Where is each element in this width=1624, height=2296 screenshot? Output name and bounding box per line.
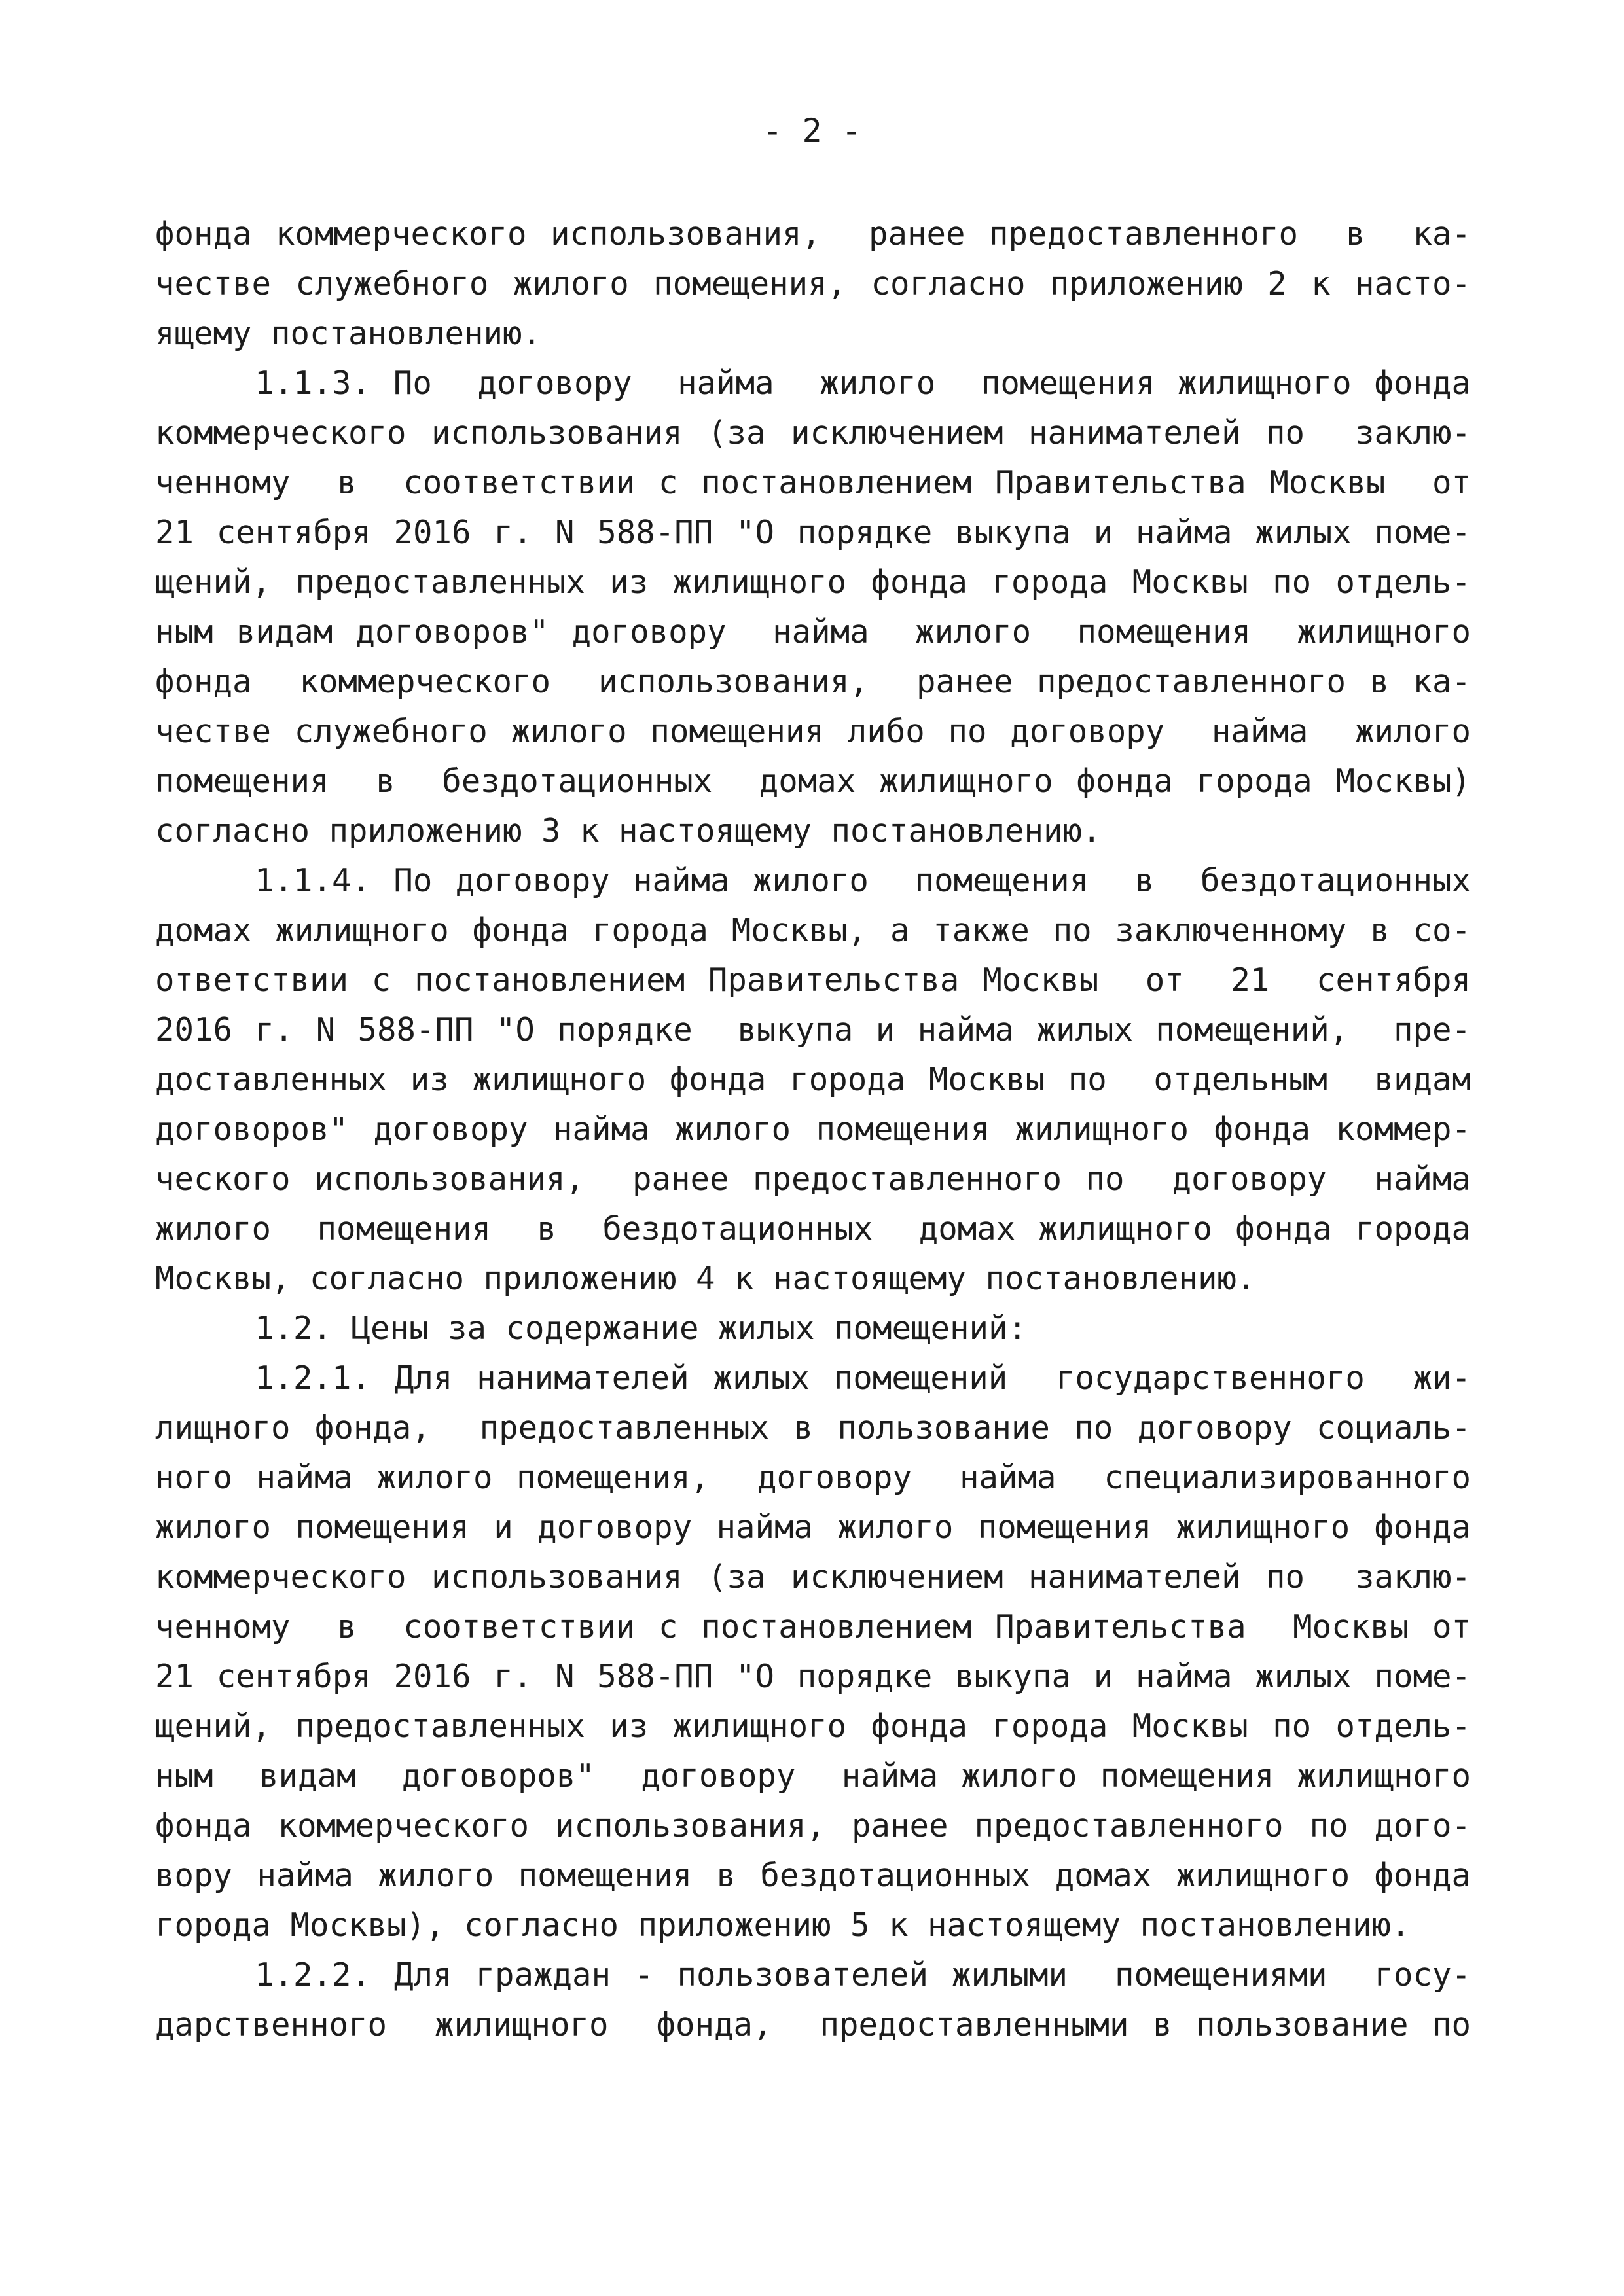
text-line: доставленных из жилищного фонда города Москвы по отдельным видам bbox=[155, 1061, 1471, 1098]
text-line: фонда коммерческого использования, ранее предоставленного в ка- bbox=[155, 663, 1471, 700]
text-line: 1.2.1. Для нанимателей жилых помещений государственного жи- bbox=[255, 1359, 1471, 1397]
text-line: коммерческого использования (за исключением нанимателей по заклю- bbox=[155, 1558, 1471, 1596]
text-line: щений, предоставленных из жилищного фонда города Москвы по отдель- bbox=[155, 564, 1471, 601]
text-line: ченному в соответствии с постановлением Правительства Москвы от bbox=[155, 464, 1471, 501]
text-line: коммерческого использования (за исключением нанимателей по заклю- bbox=[155, 414, 1471, 452]
text-line: жилого помещения и договору найма жилого помещения жилищного фонда bbox=[155, 1509, 1471, 1546]
text-line: ящему постановлению. bbox=[155, 315, 542, 352]
page-number: - 2 - bbox=[763, 112, 861, 150]
text-line: ного найма жилого помещения, договору найма специализированного bbox=[155, 1459, 1471, 1496]
text-line: ческого использования, ранее предоставленного по договору найма bbox=[155, 1160, 1471, 1198]
text-line: дарственного жилищного фонда, предоставленными в пользование по bbox=[155, 2006, 1471, 2043]
text-line: 2016 г. N 588-ПП "О порядке выкупа и найма жилых помещений, пре- bbox=[155, 1011, 1471, 1049]
text-line: ченному в соответствии с постановлением Правительства Москвы от bbox=[155, 1608, 1471, 1645]
text-line: вору найма жилого помещения в бездотационных домах жилищного фонда bbox=[155, 1857, 1471, 1894]
text-line: ным видам договоров" договору найма жилого помещения жилищного bbox=[155, 1757, 1471, 1795]
text-line: 21 сентября 2016 г. N 588-ПП "О порядке выкупа и найма жилых поме- bbox=[155, 1658, 1471, 1695]
text-line: ным видам договоров" договору найма жилого помещения жилищного bbox=[155, 613, 1471, 651]
text-line: помещения в бездотационных домах жилищного фонда города Москвы) bbox=[155, 762, 1471, 800]
text-line: щений, предоставленных из жилищного фонда города Москвы по отдель- bbox=[155, 1708, 1471, 1745]
text-line: договоров" договору найма жилого помещения жилищного фонда коммер- bbox=[155, 1111, 1471, 1148]
text-line: 1.2.2. Для граждан - пользователей жилыми помещениями госу- bbox=[255, 1956, 1471, 1994]
text-line: Москвы, согласно приложению 4 к настоящему постановлению. bbox=[155, 1260, 1256, 1297]
text-line: фонда коммерческого использования, ранее предоставленного в ка- bbox=[155, 215, 1471, 253]
text-line: согласно приложению 3 к настоящему постановлению. bbox=[155, 812, 1102, 850]
text-line: фонда коммерческого использования, ранее предоставленного по дого- bbox=[155, 1807, 1471, 1844]
text-line: 21 сентября 2016 г. N 588-ПП "О порядке выкупа и найма жилых поме- bbox=[155, 514, 1471, 551]
text-line: города Москвы), согласно приложению 5 к настоящему постановлению. bbox=[155, 1907, 1411, 1944]
text-line: 1.1.4. По договору найма жилого помещения в бездотационных bbox=[255, 862, 1471, 899]
text-line: 1.1.3. По договору найма жилого помещения жилищного фонда bbox=[255, 365, 1471, 402]
document-body bbox=[155, 209, 1471, 2050]
text-line: честве служебного жилого помещения либо по договору найма жилого bbox=[155, 713, 1471, 750]
text-line: честве служебного жилого помещения, согласно приложению 2 к насто- bbox=[155, 265, 1471, 302]
text-line: жилого помещения в бездотационных домах жилищного фонда города bbox=[155, 1210, 1471, 1247]
text-line: домах жилищного фонда города Москвы, а также по заключенному в со- bbox=[155, 912, 1471, 949]
text-line: лищного фонда, предоставленных в пользование по договору социаль- bbox=[155, 1409, 1471, 1446]
text-line: ответствии с постановлением Правительства Москвы от 21 сентября bbox=[155, 961, 1471, 999]
text-line: 1.2. Цены за содержание жилых помещений: bbox=[255, 1310, 1028, 1347]
